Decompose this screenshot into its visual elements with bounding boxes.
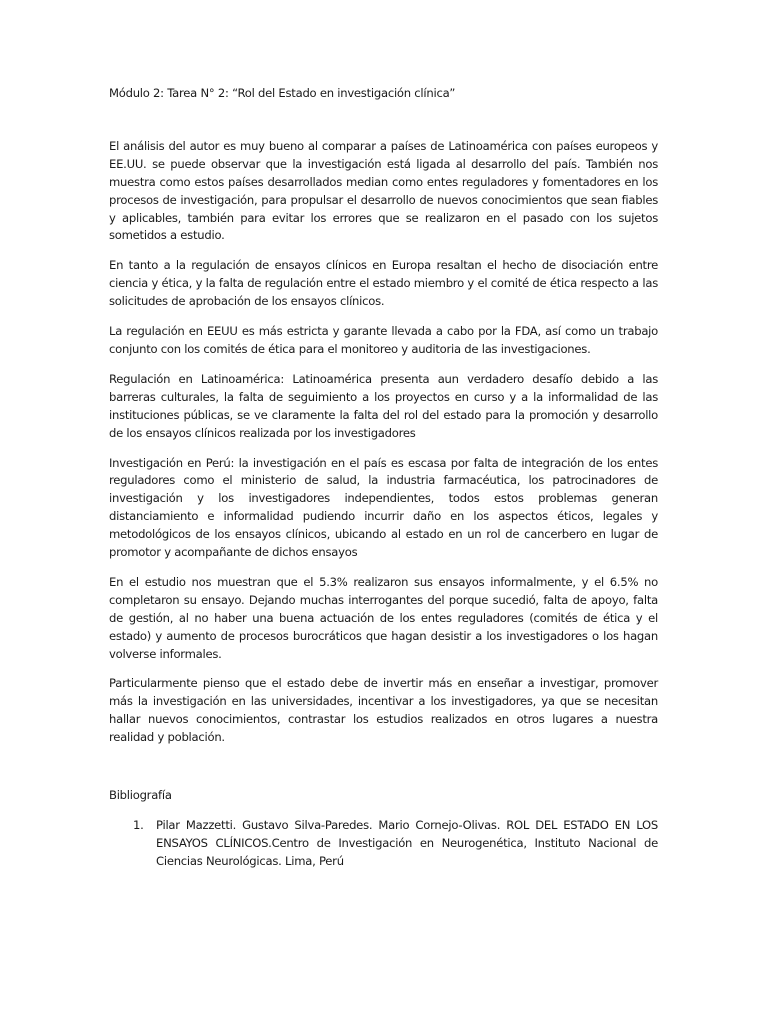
document-body	[109, 85, 658, 871]
bibliography-heading: Bibliografía	[109, 788, 172, 803]
paragraph-usa: La regulación en EEUU es más estricta y garante llevada a cabo por la FDA, así como un trabajo conjunto con los comités de ética para el monitoreo y auditoria de las investigaciones.	[109, 324, 658, 356]
paragraph-latin-america: Regulación en Latinoamérica: Latinoamérica presenta aun verdadero desafío debido a las barreras culturales, la falta de seguimiento a los proyectos en curso y a la informalidad de las instituciones públicas, se ve claramente la falta del rol del estado para la promoción y desarrollo de los ensayos clínicos realizada por los investigadores	[109, 371, 658, 440]
paragraph-study-results: En el estudio nos muestran que el 5.3% realizaron sus ensayos informalmente, y el 6.5% no completaron su ensayo. Dejando muchas interrogantes del porque sucedió, falta de apoyo, falta de gestión, al no haber una buena actuación de los entes reguladores (comités de ética y el estado) y aumento de procesos burocráticos que hagan desistir a los investigadores o los hagan volverse informales.	[109, 574, 658, 661]
paragraph-intro: El análisis del autor es muy bueno al comparar a países de Latinoamérica con países europeos y EE.UU. se puede observar que la investigación está ligada al desarrollo del país. También nos muestra como estos países desarrollados median como entes reguladores y fomentadores en los procesos de investigación, para propulsar el desarrollo de nuevos conocimientos que sean fiables y aplicables, también para evitar los errores que se realizaron en el pasado con los sujetos sometidos a estudio.	[109, 138, 658, 243]
bibliography-item-text: Pilar Mazzetti. Gustavo Silva-Paredes. Mario Cornejo-Olivas. ROL DEL ESTADO EN LOS ENSAYOS CLÍNICOS.Centro de Investigación en Neurogenética, Instituto Nacional de Ciencias Neurológicas. Lima, Perú	[156, 818, 658, 868]
bibliography-list	[109, 817, 658, 871]
paragraph-europe: En tanto a la regulación de ensayos clínicos en Europa resaltan el hecho de disociación entre ciencia y ética, y la falta de regulación entre el estado miembro y el comité de ética respecto a las solicitudes de aprobación de los ensayos clínicos.	[109, 258, 658, 309]
paragraph-peru: Investigación en Perú: la investigación en el país es escasa por falta de integración de los entes reguladores como el ministerio de salud, la industria farmacéutica, los patrocinadores de investigación y los investigadores independientes, todos estos problemas generan distanciamiento e informalidad pudiendo incurrir daño en los aspectos éticos, legales y metodológicos de los ensayos clínicos, ubicando al estado en un rol de cancerbero en lugar de promotor y acompañante de dichos ensayos	[109, 455, 658, 560]
paragraph-conclusion: Particularmente pienso que el estado debe de invertir más en enseñar a investigar, promover más la investigación en las universidades, incentivar a los investigadores, ya que se necesitan hallar nuevos conocimientos, contrastar los estudios realizados en otros lugares a nuestra realidad y población.	[109, 676, 658, 745]
document-title: Módulo 2: Tarea N° 2: “Rol del Estado en investigación clínica”	[109, 86, 456, 100]
bibliography-item-number: 1.	[133, 818, 144, 832]
bibliography-item	[109, 817, 658, 871]
